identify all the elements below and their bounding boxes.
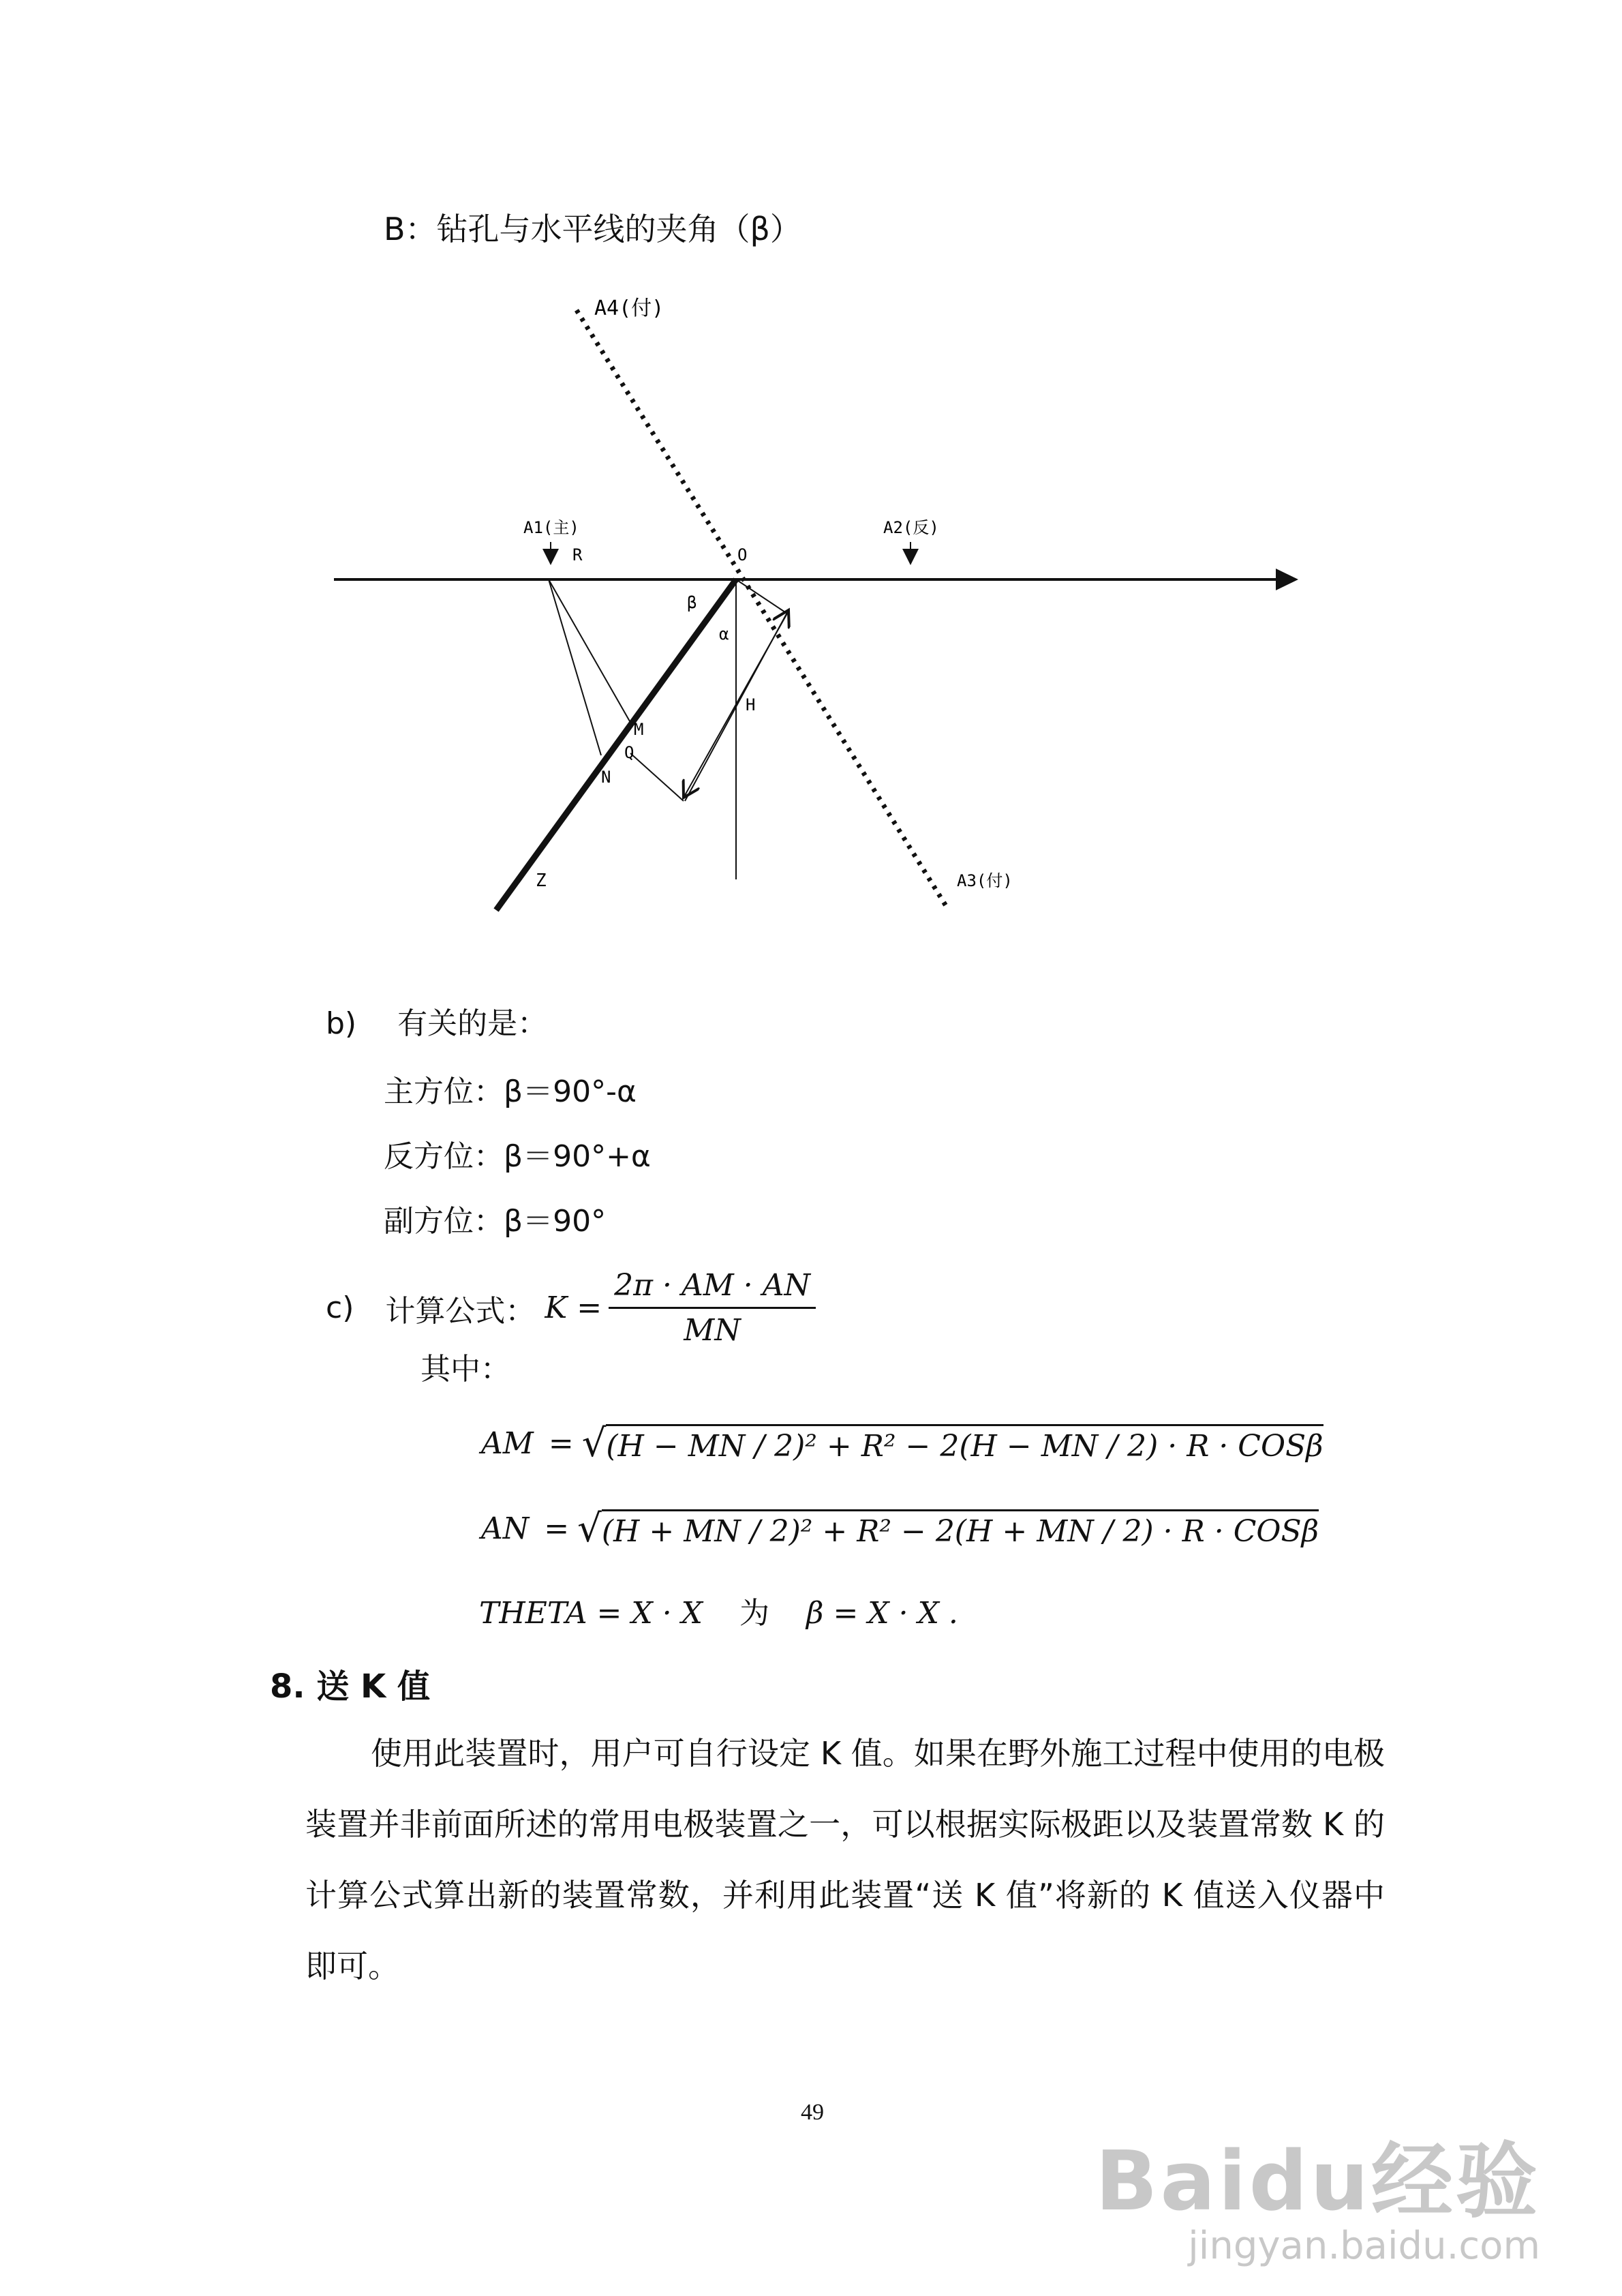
section-paragraph: 使用此装置时，用户可自行设定 K 值。如果在野外施工过程中使用的电极装置并非前面所述的常用电极装置之一，可以根据实际极距以及装置常数 K 的计算公式算出新的装置常数，并利用此装置“送 K 值”将新的 K 值送入仪器中即可。	[305, 1735, 1385, 1984]
page-number: 49	[801, 2100, 824, 2125]
figure-heading: B：钻孔与水平线的夹角（β）	[384, 211, 801, 247]
label-a4: A4(付)	[594, 297, 664, 320]
item-c-marker: c)	[326, 1290, 354, 1325]
label-r: R	[572, 545, 583, 564]
item-b-marker: b)	[326, 1006, 357, 1041]
watermark-brand: Baidu经验	[1095, 2134, 1540, 2229]
theta-mid: 为	[739, 1596, 770, 1631]
label-a2: A2(反)	[883, 518, 939, 537]
am-lhs: AM	[481, 1426, 534, 1461]
line-a1-n	[549, 579, 601, 755]
axis-arrowhead	[1276, 569, 1298, 590]
sqrt-symbol: √	[577, 1507, 602, 1551]
relation-secondary: 副方位：β＝90°	[384, 1204, 607, 1239]
an-rhs: (H + MN / 2)² + R² − 2(H + MN / 2) · R · COSβ	[602, 1509, 1319, 1549]
label-z: Z	[536, 871, 547, 891]
label-q: Q	[624, 743, 634, 762]
theta-rhs: β = X · X .	[806, 1596, 958, 1631]
k-numerator: 2π · AM · AN	[609, 1268, 816, 1309]
theta-lhs: THETA = X · X	[479, 1596, 703, 1631]
arrow-q	[736, 579, 787, 614]
item-b-title: 有关的是：	[397, 1006, 548, 1041]
relation-main: 主方位：β＝90°-α	[384, 1074, 637, 1109]
label-a3: A3(付)	[957, 871, 1013, 890]
an-lhs: AN	[481, 1511, 530, 1546]
item-c	[326, 1268, 816, 1348]
label-o: O	[737, 545, 748, 564]
label-h: H	[746, 695, 756, 714]
section-title: 8. 送 K 值	[270, 1667, 430, 1706]
am-rhs: (H − MN / 2)² + R² − 2(H − MN / 2) · R · COSβ	[606, 1424, 1323, 1464]
label-alpha: α	[719, 624, 729, 644]
borehole-diagram	[0, 0, 1622, 954]
theta-formula	[479, 1588, 958, 1632]
line-a1-m	[549, 579, 632, 726]
line-q	[630, 753, 684, 801]
k-lhs: K =	[545, 1290, 602, 1325]
sqrt-symbol: √	[581, 1421, 607, 1466]
relation-reverse: 反方位：β＝90°+α	[384, 1139, 651, 1174]
equals-sign: =	[544, 1511, 570, 1546]
where-label: 其中：	[420, 1352, 510, 1387]
label-beta: β	[687, 593, 697, 612]
watermark-url: jingyan.baidu.com	[1188, 2223, 1540, 2268]
item-b	[326, 999, 547, 1042]
k-denominator: MN	[684, 1313, 741, 1348]
dotted-line-a4-a3	[577, 310, 947, 908]
k-fraction	[609, 1268, 816, 1348]
borehole-line	[496, 579, 736, 910]
an-formula	[481, 1507, 1319, 1551]
item-c-title: 计算公式：	[385, 1293, 536, 1329]
label-n: N	[601, 768, 611, 787]
label-m: M	[634, 720, 644, 739]
label-a1: A1(主)	[523, 518, 579, 537]
equals-sign: =	[548, 1426, 574, 1461]
watermark	[1095, 2134, 1540, 2269]
am-formula	[481, 1421, 1323, 1466]
